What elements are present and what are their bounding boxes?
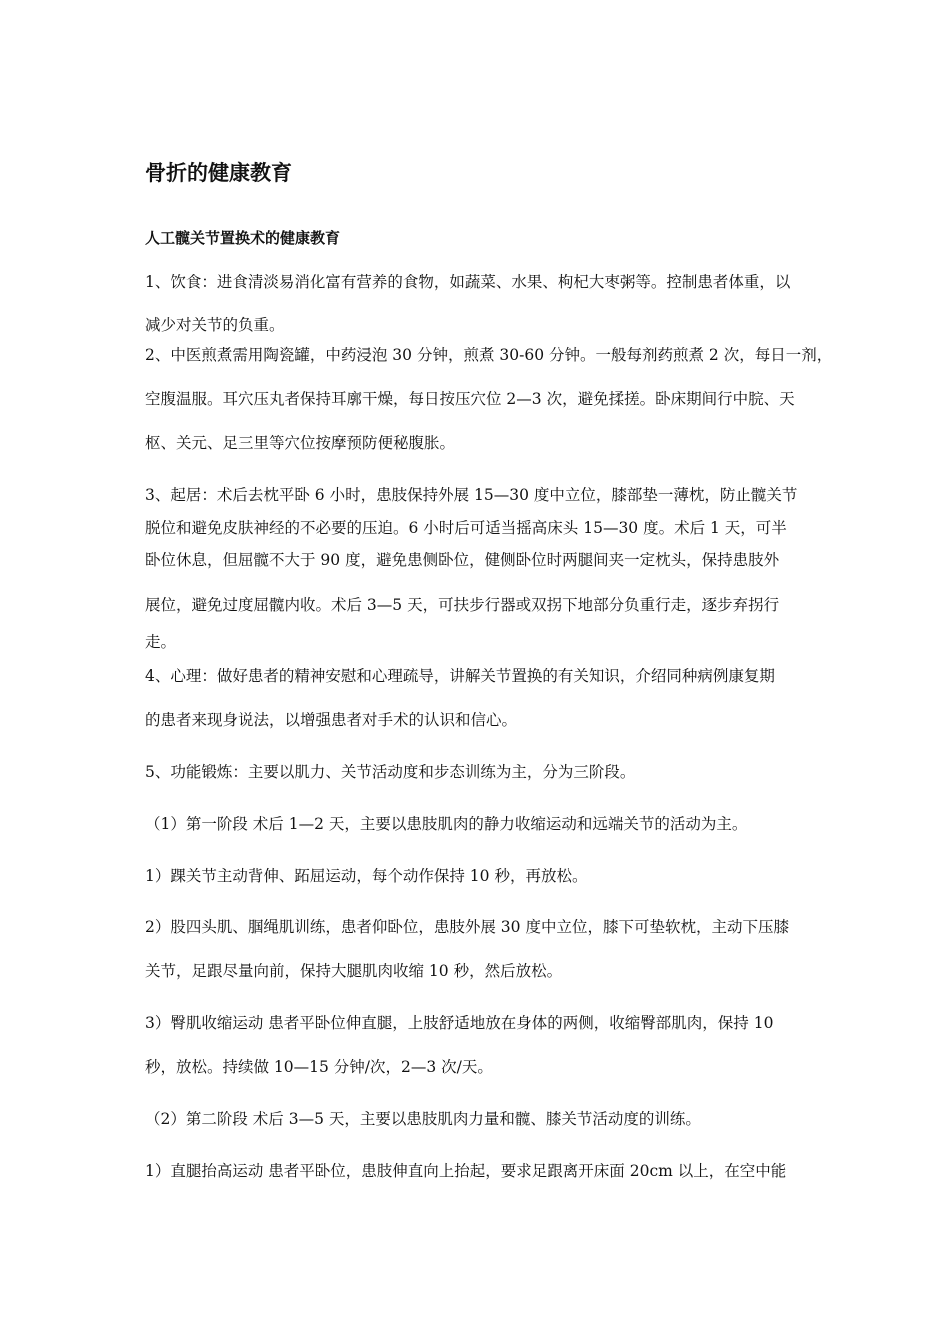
body-line: 2、中医煎煮需用陶瓷罐，中药浸泡 30 分钟，煎煮 30-60 分钟。一般每剂药煎煮 2 次，每日一剂， [145, 346, 833, 364]
body-line: 秒，放松。持续做 10—15 分钟/次，2—3 次/天。 [145, 1058, 493, 1076]
body-line: 卧位休息，但屈髋不大于 90 度，避免患侧卧位，健侧卧位时两腿间夹一定枕头，保持患肢外 [145, 551, 780, 569]
body-line: （2）第二阶段 术后 3—5 天，主要以患肢肌肉力量和髋、膝关节活动度的训练。 [145, 1110, 701, 1128]
body-line: 2）股四头肌、腘绳肌训练，患者仰卧位，患肢外展 30 度中立位，膝下可垫软枕，主动下压膝 [145, 918, 789, 936]
body-line: 的患者来现身说法，以增强患者对手术的认识和信心。 [145, 711, 518, 729]
body-line: 展位，避免过度屈髋内收。术后 3—5 天，可扶步行器或双拐下地部分负重行走，逐步弃拐行 [145, 596, 780, 614]
body-line: 3、起居：术后去枕平卧 6 小时，患肢保持外展 15—30 度中立位，膝部垫一薄枕，防止髋关节 [145, 486, 798, 504]
body-line: 5、功能锻炼：主要以肌力、关节活动度和步态训练为主，分为三阶段。 [145, 763, 636, 781]
page-title: 骨折的健康教育 [145, 161, 292, 185]
body-line: 空腹温服。耳穴压丸者保持耳廓干燥，每日按压穴位 2—3 次，避免揉搓。卧床期间行中脘、天 [145, 390, 795, 408]
body-line: 走。 [145, 633, 177, 651]
body-line: 枢、关元、足三里等穴位按摩预防便秘腹胀。 [145, 434, 456, 452]
body-line: 4、心理：做好患者的精神安慰和心理疏导，讲解关节置换的有关知识，介绍同种病例康复期 [145, 667, 775, 685]
section-subtitle: 人工髋关节置换术的健康教育 [145, 229, 341, 247]
body-line: 1、饮食：进食清淡易消化富有营养的食物，如蔬菜、水果、枸杞大枣粥等。控制患者体重，以 [145, 273, 791, 291]
body-line: 3）臀肌收缩运动 患者平卧位伸直腿，上肢舒适地放在身体的两侧，收缩臀部肌肉，保持 10 [145, 1014, 774, 1032]
body-line: 1）直腿抬高运动 患者平卧位，患肢伸直向上抬起，要求足跟离开床面 20cm 以上，在空中能 [145, 1162, 787, 1180]
body-line: 1）踝关节主动背伸、跖屈运动，每个动作保持 10 秒，再放松。 [145, 867, 588, 885]
body-line: 脱位和避免皮肤神经的不必要的压迫。6 小时后可适当摇高床头 15—30 度。术后 1 天，可半 [145, 519, 787, 537]
body-line: 减少对关节的负重。 [145, 316, 285, 334]
body-line: （1）第一阶段 术后 1—2 天，主要以患肢肌肉的静力收缩运动和远端关节的活动为主。 [145, 815, 748, 833]
body-line: 关节，足跟尽量向前，保持大腿肌肉收缩 10 秒，然后放松。 [145, 962, 563, 980]
